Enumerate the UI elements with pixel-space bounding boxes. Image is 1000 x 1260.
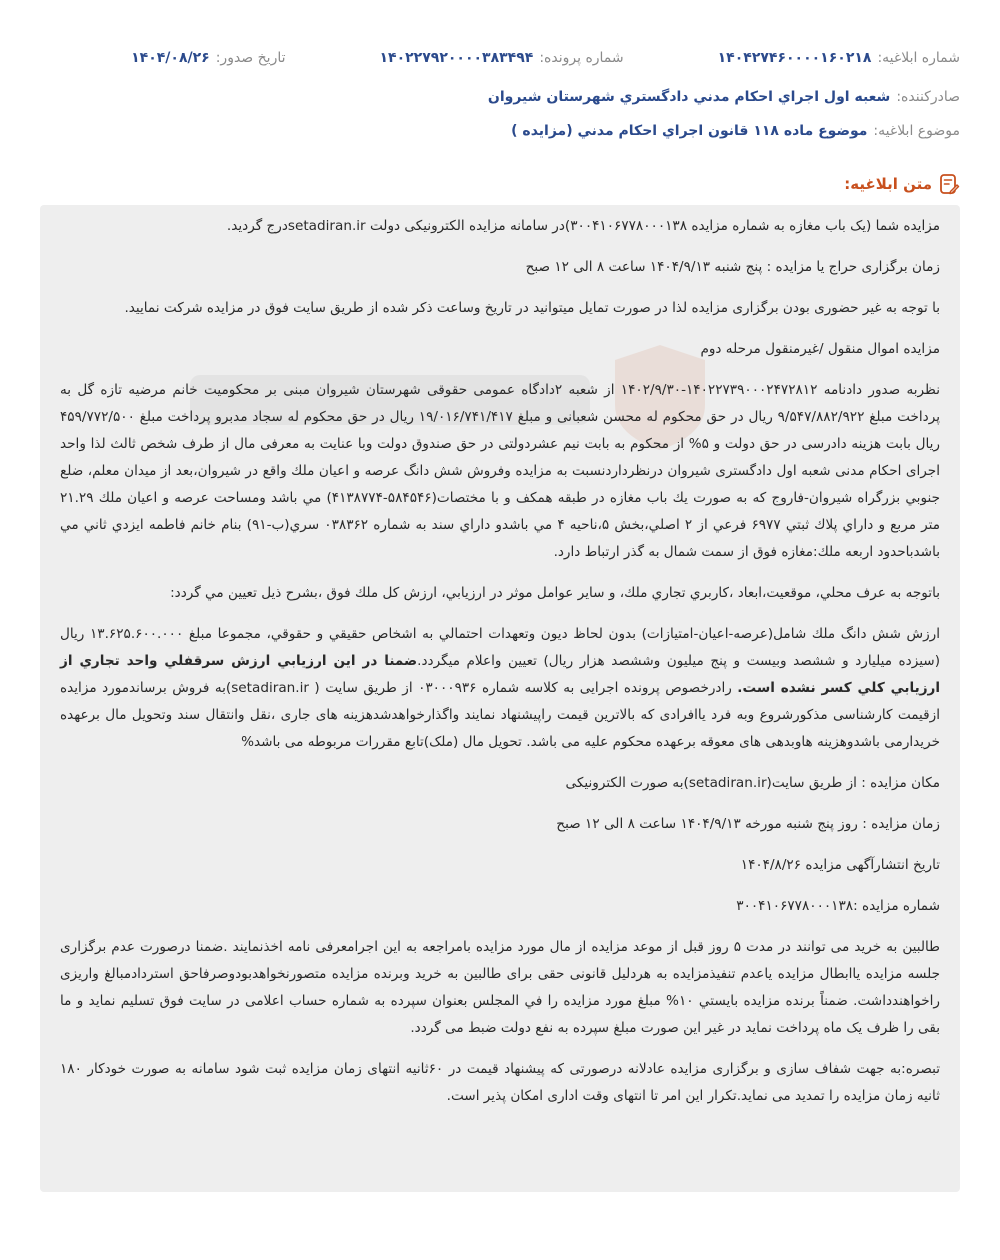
paragraph-auction-listed: مزایده شما (یک باب مغازه به شماره مزایده ۳۰۰۴۱۰۶۷۷۸۰۰۰۱۳۸)در سامانه مزایده الکترونیکی دولت setadiran.irدرج گردید. bbox=[226, 218, 940, 234]
paragraph-auction-stage: مزایده اموال منقول /غیرمنقول مرحله دوم bbox=[700, 341, 940, 357]
paragraph-valuation-details bbox=[60, 621, 940, 756]
valuation-amount-text: ارزش شش دانگ ملك شامل(عرصه-اعيان-امتيازات) بدون لحاظ ديون وتعهدات احتمالي به اشخاص حقيقي و حقوقي، مجموعا مبلغ ۱۳.۶۲۵.۶۰۰.۰۰۰ ريال (سيزده ميليارد و ششصد وبيست و پنج ميليون وششصد هزار ريال) تعيين واعلام ميگردد. bbox=[60, 626, 940, 669]
notice-text-title: متن ابلاغیه: bbox=[844, 175, 932, 193]
paragraph-judgment-details: نظربه صدور دادنامه ۱۴۰۲۲۷۳۹۰۰۰۲۴۷۲۸۱۲-۱۴۰۲/۹/۳۰ از شعبه ۲دادگاه عمومی حقوقی شهرستان شیروان مبنی بر محکومیت خانم مرضیه تازه گل به پرداخت مبلغ ۹/۵۴۷/۸۸۲/۹۲۲ ریال در حق محکوم له محسن شعبانی و مبلغ ۱۹/۰۱۶/۷۴۱/۴۱۷ ریال در حق محکوم له سجاد مدبرو پرداخت مبلغ ۴۵۹/۷۷۲/۵۰۰ ریال بابت هزینه دادرسی در حق دولت و ۵% از محکوم به بابت نیم عشردولتی در حق صندوق دولت وبا عنایت به معرفی مال از طرف شخص ثالث لذا واحد اجرای احکام مدنی شعبه اول دادگستری شیروان درنظرداردنسبت به مزایده وفروش شش دانگ عرصه و اعيان ملك واقع در شيروان،بعد از ميدان معلم، ضلع جنوبي بزرگراه شيروان-فاروج كه به صورت يك باب مغازه در طبقه همكف و با مختصات(۵۸۴۵۴۶-۴۱۳۸۷۷۴) مي باشد ومساحت عرصه و اعيان ملك ۲۱.۲۹ متر مربع و داراي پلاك ثبتي ۶۹۷۷ فرعي از ۲ اصلي،بخش ۵،ناحيه ۴ مي باشدو داراي سند به شماره ۰۳۸۳۶۲ سري(ب-۹۱) بنام خانم فاطمه ايزدي ثاني مي باشدباحدود اربعه ملك:مغازه فوق از سمت شمال به گذر ارتباط دارد. bbox=[60, 382, 941, 560]
paragraph-note-extension: تبصره:به جهت شفاف سازی و برگزاری مزایده عادلانه درصورتی که پیشنهاد قیمت در ۶۰ثانیه انتهای زمان مزایده ثبت شود سامانه به صورت خودکار ۱۸۰ ثانیه زمان مزایده را تمدید می نماید.تکرار این امر تا انتهای وقت اداری امکان پذیر است. bbox=[60, 1061, 940, 1104]
notice-text-heading bbox=[844, 170, 960, 198]
notice-number-label: شماره ابلاغیه: bbox=[877, 50, 960, 66]
subject-label: موضوع ابلاغیه: bbox=[873, 123, 960, 139]
case-number-value: ۱۴۰۲۲۷۹۲۰۰۰۰۳۸۳۴۹۴ bbox=[379, 50, 534, 66]
issuer-value: شعبه اول اجراي احكام مدني دادگستري شهرستان شيروان bbox=[487, 89, 891, 105]
case-number bbox=[380, 50, 624, 66]
document-edit-icon bbox=[938, 173, 960, 195]
case-number-label: شماره پرونده: bbox=[539, 50, 624, 66]
notice-body bbox=[40, 205, 960, 1192]
issuer-row bbox=[40, 84, 960, 110]
goodwill-note: ضمنا در اين ارزيابي ارزش سرقفلي واحد تجاري از ارزيابي كلي كسر نشده است. bbox=[60, 653, 941, 696]
paragraph-publish-date: تاریخ انتشارآگهی مزایده ۱۴۰۴/۸/۲۶ bbox=[740, 857, 940, 873]
notice-number bbox=[718, 50, 960, 66]
issue-date bbox=[131, 50, 285, 66]
issue-date-label: تاریخ صدور: bbox=[215, 50, 286, 66]
paragraph-valuation-intro: باتوجه به عرف محلي، موقعيت،ابعاد ،كاربري تجاري ملك، و ساير عوامل موثر در ارزيابي، ارزش كل ملك فوق ،بشرح ذيل تعيين مي گردد: bbox=[170, 585, 940, 601]
paragraph-auction-date: زمان مزایده : روز پنج شنبه مورخه ۱۴۰۴/۹/۱۳ ساعت ۸ الی ۱۲ صبح bbox=[556, 816, 940, 832]
paragraph-auction-time: زمان برگزاری حراج یا مزایده : پنج شنبه ۱۴۰۴/۹/۱۳ ساعت ۸ الی ۱۲ صبح bbox=[525, 259, 940, 275]
issue-date-value: ۱۴۰۴/۰۸/۲۶ bbox=[131, 50, 210, 66]
paragraph-auction-number: شماره مزایده :۳۰۰۴۱۰۶۷۷۸۰۰۰۱۳۸ bbox=[736, 898, 940, 914]
issuer-label: صادرکننده: bbox=[896, 89, 960, 105]
paragraph-online-participation: با توجه به غیر حضوری بودن برگزاری مزایده لذا در صورت تمایل میتوانید در تاریخ وساعت ذکر شده از طریق سایت فوق در مزایده شرکت نمایید. bbox=[124, 300, 940, 316]
paragraph-buyer-conditions: طالبین به خرید می توانند در مدت ۵ روز قبل از موعد مزایده از مال مورد مزایده بامراجعه به این اجرامعرفی نامه اخذنمایند .ضمنا درصورت عدم برگزاری جلسه مزایده یاابطال مزایده یاعدم تنفیذمزایده به هردلیل قانونی حقی برای طالبین به خرید وبرنده مزایده متصورنخواهدبودوصرفاحق استردادمبالغ واریزی راخواهندداشت. ضمناً برنده مزايده بايستي ۱۰% مبلغ مورد مزايده را في المجلس بعنوان سپرده به شماره حساب اعلامی در سایت فوق تسلیم نماید و ما بقی را ظرف یک ماه پرداخت نماید در غیر این صورت مبلغ سپرده به نفع دولت ضبط می گردد. bbox=[60, 939, 940, 1036]
subject-row bbox=[40, 118, 960, 144]
sale-terms-text: رادرخصوص پرونده اجرایی به کلاسه شماره ۰۳۰۰۰۹۳۶ از طریق سایت ( setadiran.ir)به فروش برساندمورد مزایده ازقیمت کارشناسی مذکورشروع وبه فرد یاافرادی که بالاترین قیمت راپیشنهاد نمایند واگذارخواهدشدهزینه های جاری ،نقل وانتقال سند وتحویل مال برعهده خریدارمی باشدوهزینه هاوبدهی های معوقه برعهده محکوم علیه می باشد. تحویل مال (ملک)تابع مقررات مربوطه می باشد% bbox=[60, 680, 940, 750]
subject-value: موضوع ماده ۱۱۸ قانون اجراي احکام مدني (مزايده ) bbox=[511, 123, 868, 139]
paragraph-auction-place: مکان مزایده : از طریق سایت(setadiran.ir)به صورت الکترونیکی bbox=[565, 775, 940, 791]
notice-number-value: ۱۴۰۴۲۷۴۶۰۰۰۰۱۶۰۲۱۸ bbox=[717, 50, 872, 66]
header-meta-row bbox=[40, 44, 960, 72]
